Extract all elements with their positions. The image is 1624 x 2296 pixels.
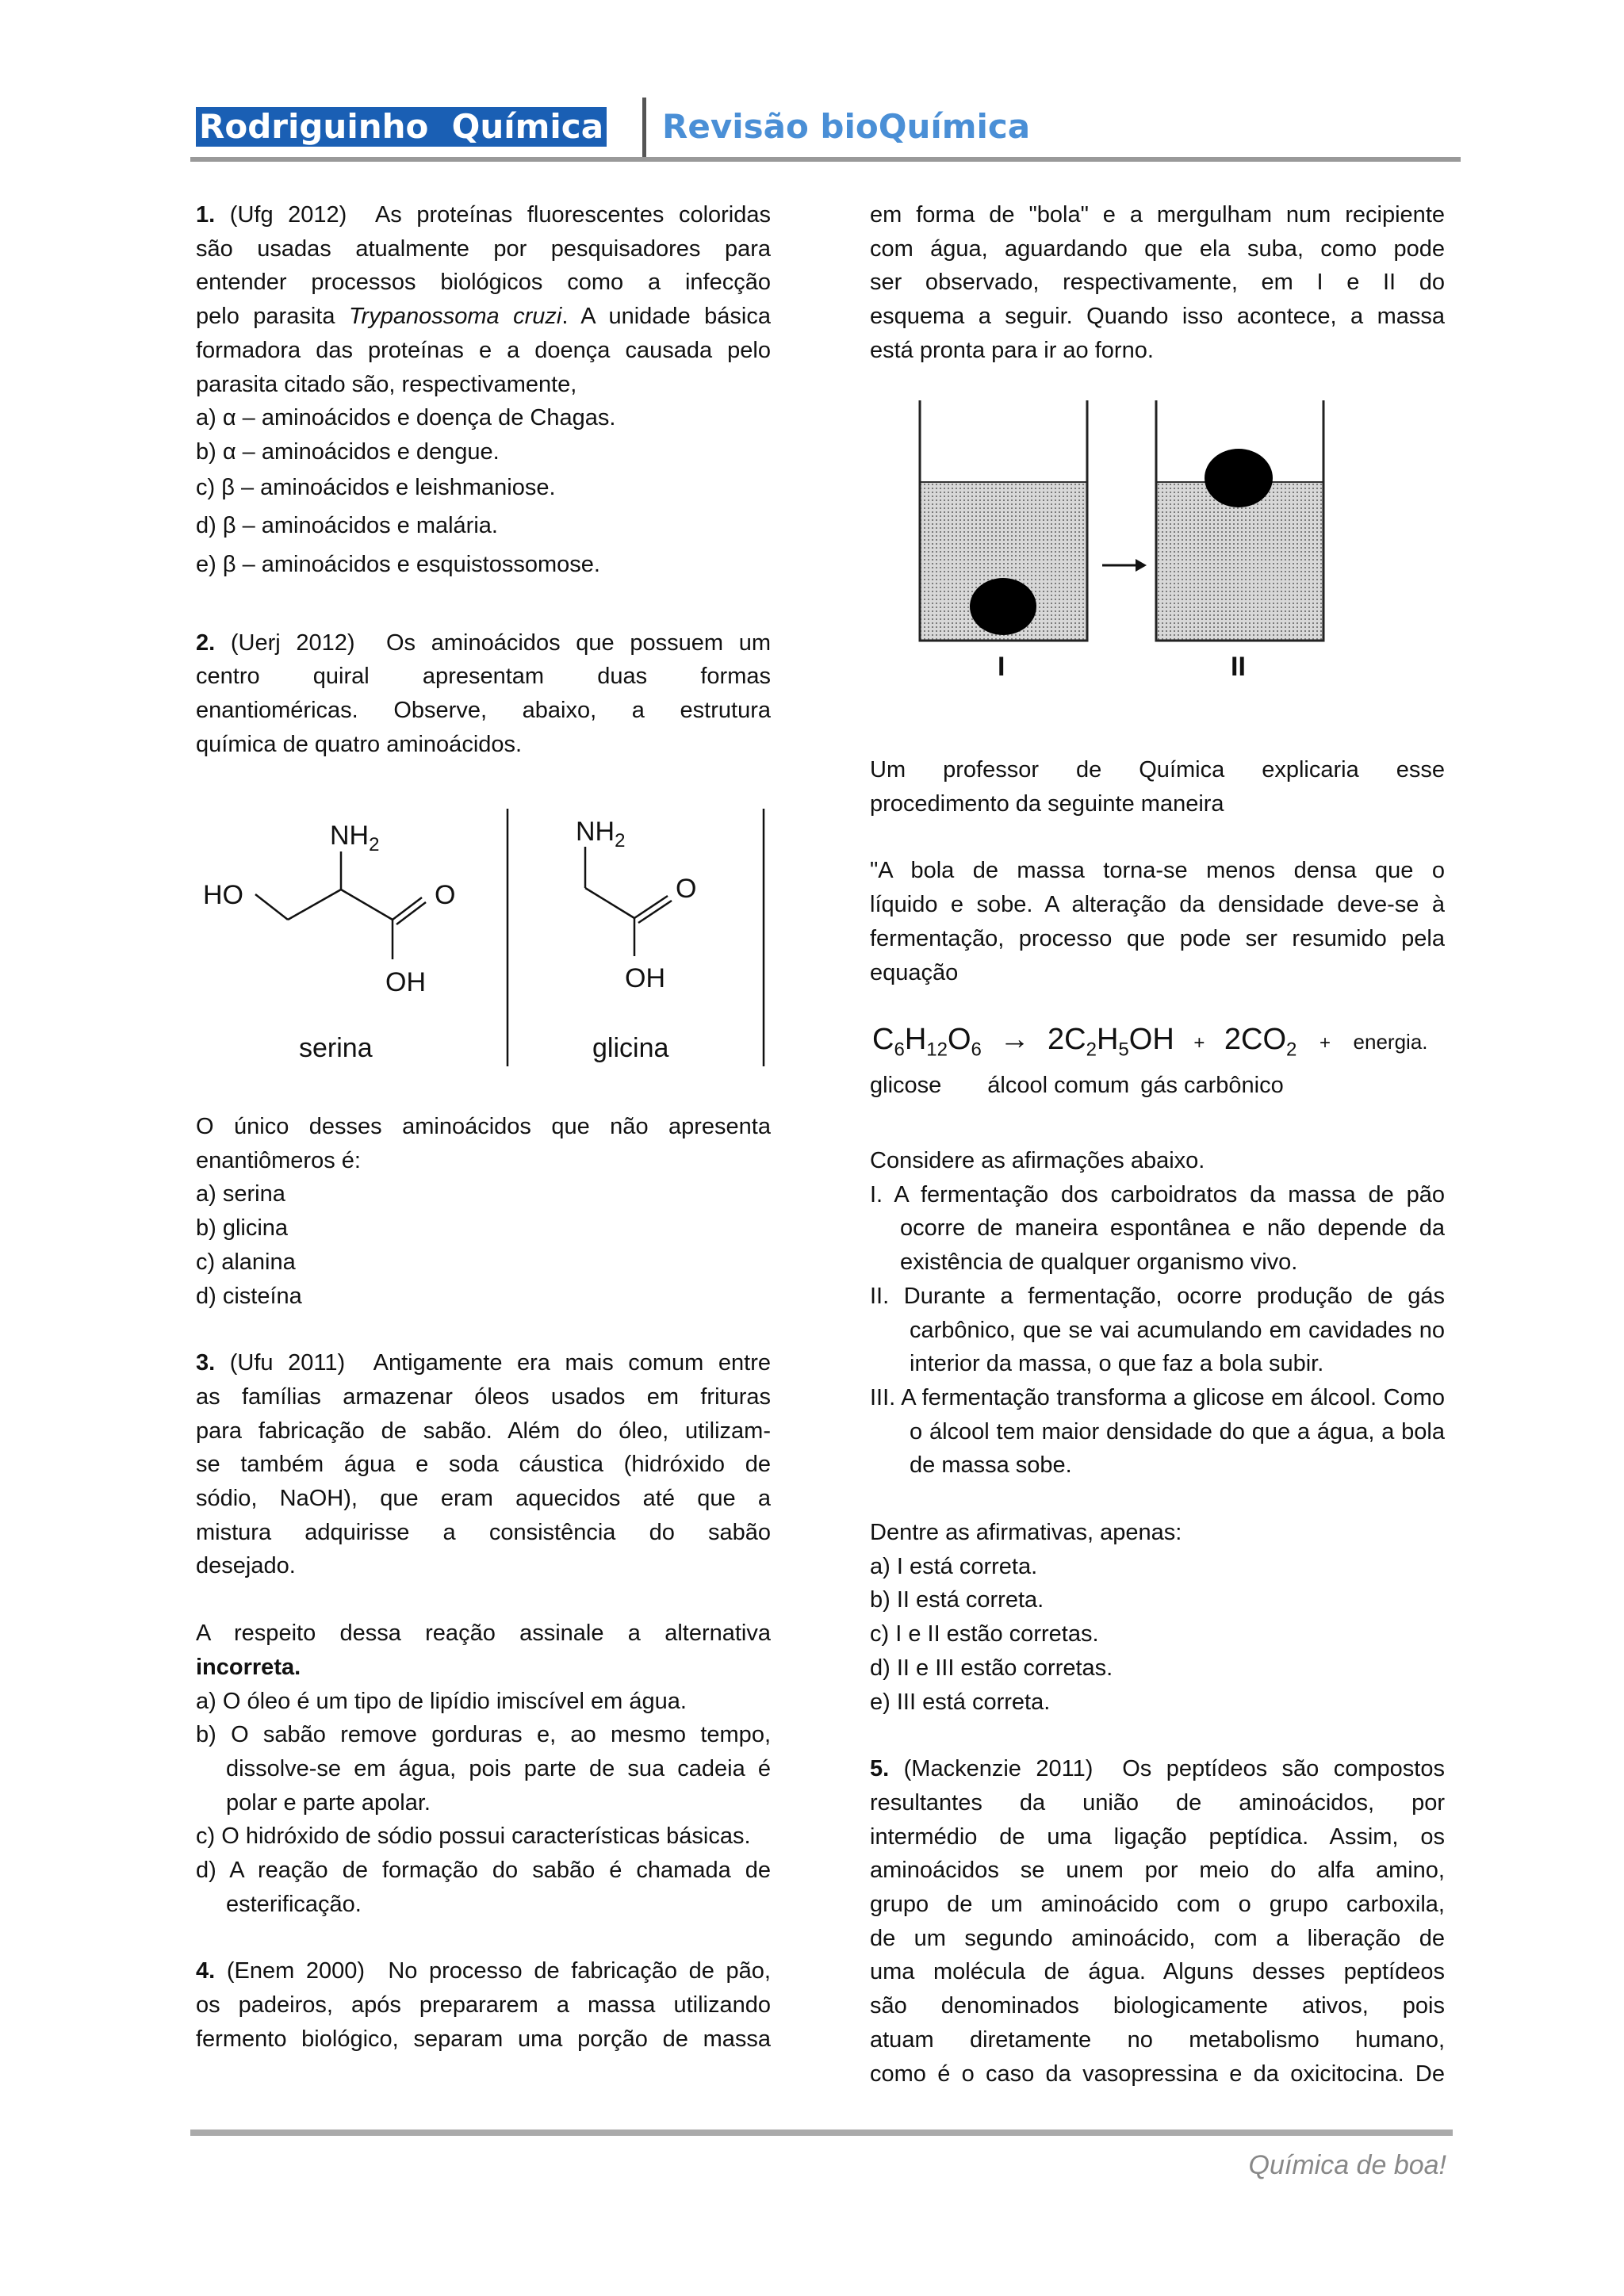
amino-acid-structures (190, 801, 777, 1074)
q4-line: em forma de "bola" e a mergulham num recipiente (870, 202, 1445, 228)
q4-statement-i: I. A fermentação dos carboidratos da massa de pão ocorre de maneira espontânea e não depende da existência de qualquer organismo vivo. (870, 1181, 1445, 1276)
q5-line: como é o caso da vasopressina e da oxicitocina. De (870, 2061, 1445, 2087)
header-rule (190, 157, 1461, 162)
header-subject: Revisão bioQuímica (662, 107, 1031, 146)
q3-line: se também água e soda cáustica (hidróxido de (196, 1452, 771, 1478)
q4-line: ser observado, respectivamente, em I e II do (870, 270, 1445, 296)
q3-line: para fabricação de sabão. Além do óleo, utilizam- (196, 1418, 771, 1444)
q2-line: química de quatro aminoácidos. (196, 731, 523, 757)
q5-line: intermédio de uma ligação peptídica. Assim, os (870, 1823, 1445, 1850)
q2-option-a: a) serina (196, 1181, 285, 1207)
equation-labels (870, 1069, 1457, 1103)
q4-line: 4. (Enem 2000) No processo de fabricação de pão, (196, 1958, 771, 1984)
q4-option-a: a) I está correta. (870, 1553, 1038, 1579)
fermentation-equation (872, 1023, 1451, 1070)
right-column (870, 198, 1445, 368)
q4-option-c: c) I e II estão corretas. (870, 1621, 1099, 1647)
right-column-lower (870, 1144, 1445, 2091)
q1-line: parasita citado são, respectivamente, (196, 371, 577, 397)
figure-label-ii: II (1231, 652, 1246, 682)
q5-line: uma molécula de água. Alguns desses peptídeos (870, 1959, 1445, 1985)
q1-option-d: d) β – aminoácidos e malária. (196, 513, 498, 539)
q1-line: formadora das proteínas e a doença causada pelo (196, 337, 771, 363)
serina-oh: OH (385, 967, 426, 997)
q3-option-b: b) O sabão remove gorduras e, ao mesmo tempo, dissolve-se em água, pois parte de sua cadeia é polar e parte apolar. (196, 1722, 771, 1816)
q1-option-b: b) α – aminoácidos e dengue. (196, 438, 500, 465)
eq-label-glucose: glicose (870, 1073, 942, 1098)
q2-question: enantiômeros é: (196, 1147, 361, 1173)
glicina-oh: OH (625, 963, 665, 993)
q4-statement-iii: III. A fermentação transforma a glicose em álcool. Como o álcool tem maior densidade do que a água, a bola de massa sobe. (870, 1384, 1445, 1479)
q4-line: está pronta para ir ao forno. (870, 337, 1154, 363)
q1-option-a: a) α – aminoácidos e doença de Chagas. (196, 405, 616, 431)
eq-label-co2: gás carbônico (1140, 1073, 1284, 1098)
left-column-lower (196, 1110, 771, 2057)
dough-ball-figure (904, 400, 1340, 686)
q5-line: aminoácidos se unem por meio do alfa amino, (870, 1858, 1445, 1884)
q3-line: 3. (Ufu 2011) Antigamente era mais comum entre (196, 1350, 771, 1376)
q4-quote: fermentação, processo que pode ser resumido pela (870, 925, 1445, 951)
q2-line: enantioméricas. Observe, abaixo, a estrutura (196, 698, 771, 724)
q2-option-c: c) alanina (196, 1249, 296, 1275)
q1-line: 1. (Ufg 2012) As proteínas fluorescentes coloridas (196, 202, 772, 228)
q4-explain: procedimento da seguinte maneira (870, 790, 1224, 817)
serina-o: O (435, 880, 456, 910)
q4-quote: líquido e sobe. A alteração da densidade deve-se à (870, 892, 1445, 918)
q4-line: com água, aguardando que ela suba, como pode (870, 235, 1445, 262)
q3-option-a: a) O óleo é um tipo de lipídio imiscível em água. (196, 1688, 687, 1714)
q2-option-d: d) cisteína (196, 1283, 302, 1309)
glicina-label: glicina (592, 1033, 669, 1063)
q2-line: centro quiral apresentam duas formas (196, 664, 771, 690)
q1-option-c: c) β – aminoácidos e leishmaniose. (196, 474, 556, 500)
dough-ball-floating (1205, 449, 1273, 507)
q3-option-c: c) O hidróxido de sódio possui características básicas. (196, 1823, 751, 1850)
q4-consider: Considere as afirmações abaixo. (870, 1148, 1205, 1173)
q4-quote: "A bola de massa torna-se menos densa que o (870, 858, 1445, 884)
eq-co2: $2CO_2$ (1224, 1023, 1297, 1061)
q3-line: sódio, NaOH), que eram aquecidos até que a (196, 1486, 771, 1512)
q4-option-d: d) II e III estão corretas. (870, 1655, 1113, 1681)
q5-line: de um segundo aminoácido, com a liberação de (870, 1925, 1445, 1951)
q3-line: mistura adquirisse a consistência do sabão (196, 1519, 771, 1545)
glicina-nh2: $NH_2$ (576, 817, 626, 851)
q3-option-d: d) A reação de formação do sabão é chamada de esterificação. (196, 1858, 771, 1917)
footer-rule (190, 2130, 1453, 2136)
eq-plus: + (1319, 1032, 1331, 1054)
q4-quote: equação (870, 959, 959, 985)
q4-explain: Um professor de Química explicaria esse (870, 757, 1445, 783)
q2-question: O único desses aminoácidos que não apresenta (196, 1114, 771, 1139)
q2-option-b: b) glicina (196, 1215, 289, 1242)
q4-line: esquema a seguir. Quando isso acontece, a massa (870, 304, 1445, 330)
q1-line: entender processos biológicos como a infecção (196, 270, 771, 296)
glicina-o: O (676, 874, 697, 904)
header-brand: Rodriguinho Química (196, 107, 607, 147)
eq-ethanol: $2C_2H_5OH$ (1048, 1023, 1174, 1061)
serina-ho: HO (203, 880, 243, 910)
eq-plus: + (1193, 1032, 1205, 1054)
q4-option-b: b) II está correta. (870, 1587, 1044, 1613)
q4-option-e: e) III está correta. (870, 1689, 1051, 1715)
q5-line: resultantes da união de aminoácidos, por (870, 1789, 1445, 1816)
figure-label-i: I (998, 652, 1005, 682)
eq-energy: energia. (1353, 1030, 1428, 1054)
q4-line: fermento biológico, separam uma porção de massa (196, 2026, 771, 2052)
q1-line: são usadas atualmente por pesquisadores para (196, 235, 771, 262)
footer-tagline: Química de boa! (1248, 2150, 1446, 2180)
right-column-middle (870, 753, 1445, 989)
eq-label-ethanol: álcool comum (987, 1073, 1130, 1098)
dough-ball-sunk (970, 578, 1036, 635)
q1-line: pelo parasita Trypanossoma cruzi. A unidade básica (196, 304, 771, 330)
q3-line: as famílias armazenar óleos usados em frituras (196, 1383, 771, 1410)
serina-label: serina (299, 1033, 373, 1063)
eq-glucose: $C_6H_{12}O_6$ (872, 1023, 982, 1061)
serina-nh2: $NH_2$ (330, 821, 380, 855)
q5-line: são denominados biologicamente ativos, pois (870, 1993, 1445, 2019)
q4-line: os padeiros, após prepararem a massa utilizando (196, 1992, 771, 2019)
q3-line: desejado. (196, 1553, 296, 1579)
header-separator (642, 98, 646, 159)
q3-prompt-bold: incorreta. (196, 1654, 301, 1680)
q5-line: grupo de um aminoácido com o grupo carboxila, (870, 1892, 1445, 1918)
eq-arrow: → (999, 1023, 1030, 1056)
left-column (196, 198, 771, 762)
q5-line: 5. (Mackenzie 2011) Os peptídeos são compostos (870, 1756, 1445, 1782)
q4-prompt: Dentre as afirmativas, apenas: (870, 1520, 1182, 1546)
q1-option-e: e) β – aminoácidos e esquistossomose. (196, 552, 600, 578)
q4-statement-ii: II. Durante a fermentação, ocorre produção de gás carbônico, que se vai acumulando em cavidades no interior da massa, o que faz a bola subir. (870, 1283, 1445, 1377)
q2-line: 2. (Uerj 2012) Os aminoácidos que possuem um (196, 629, 771, 656)
q3-prompt: A respeito dessa reação assinale a alternativa (196, 1621, 771, 1647)
q5-line: atuam diretamente no metabolismo humano, (870, 2026, 1445, 2053)
